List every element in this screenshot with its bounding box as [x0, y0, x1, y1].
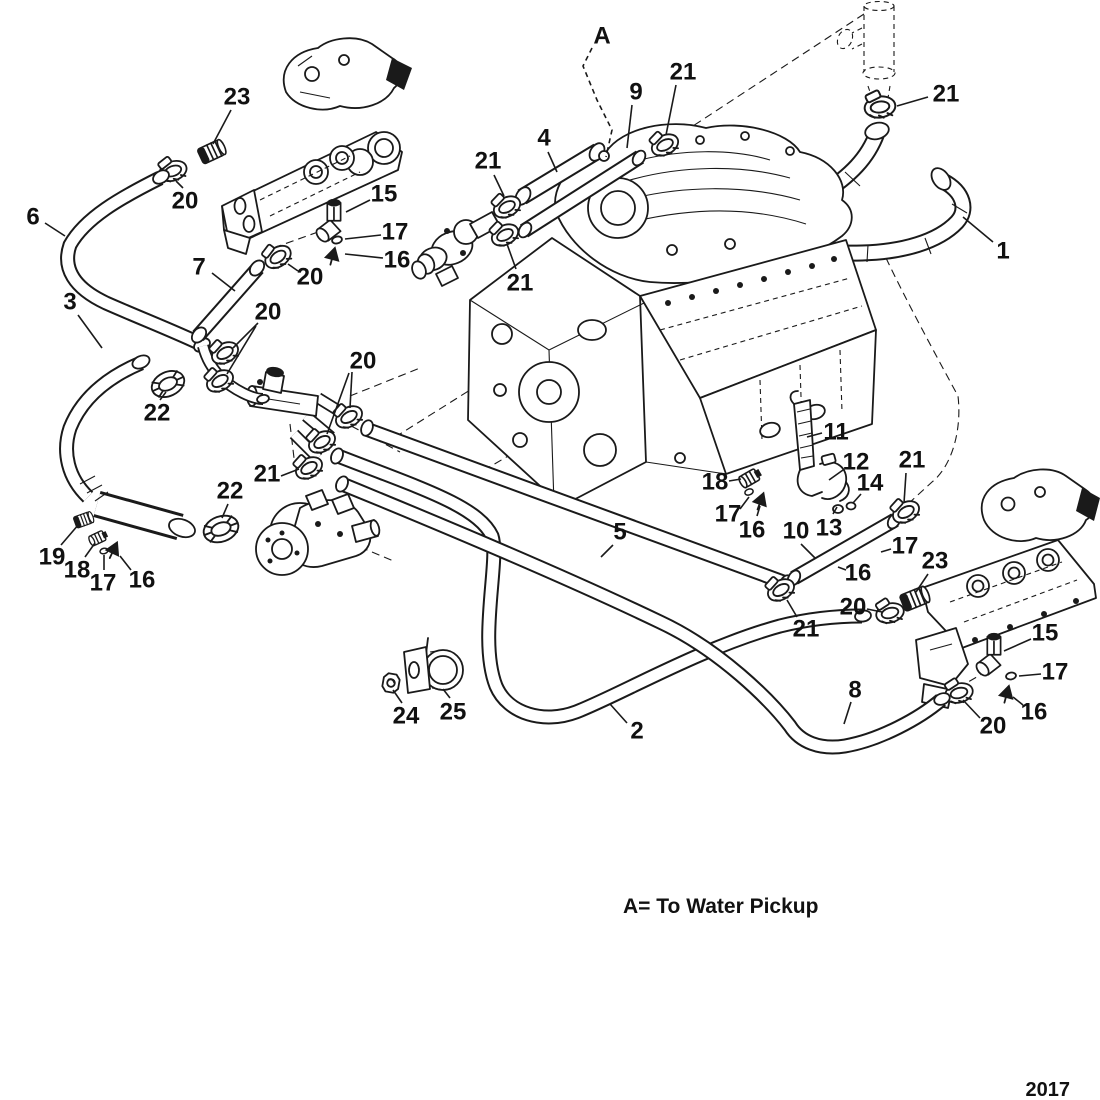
callout-18: 18 [701, 468, 729, 496]
leader-line-18 [85, 543, 95, 557]
callout-21: 21 [669, 58, 697, 86]
callout-17: 17 [381, 218, 409, 246]
callout-17: 17 [89, 569, 117, 597]
callout-10: 10 [782, 517, 810, 545]
callout-20: 20 [349, 347, 377, 375]
leader-line-15 [346, 200, 370, 212]
callout-17: 17 [714, 500, 742, 528]
leader-line-17 [881, 549, 891, 552]
note-water-pickup: A= To Water Pickup [623, 895, 819, 918]
callout-21: 21 [253, 460, 281, 488]
hose-clamp-22-hose3 [148, 366, 189, 402]
callout-21: 21 [898, 446, 926, 474]
callout-2: 2 [630, 717, 644, 745]
callout-23: 23 [921, 547, 949, 575]
callout-15: 15 [370, 180, 398, 208]
water-pump [256, 490, 381, 575]
thermostat-housing [410, 212, 500, 286]
callout-17: 17 [891, 532, 919, 560]
callout-23: 23 [223, 83, 251, 111]
water-pickup-fitting-dashed [834, 2, 895, 99]
callout-21: 21 [932, 80, 960, 108]
callout-17: 17 [1041, 658, 1069, 686]
leader-line-1 [963, 217, 993, 242]
callout-21: 21 [792, 615, 820, 643]
callout-20: 20 [979, 712, 1007, 740]
leader-line-20 [963, 700, 980, 718]
leader-line-17 [345, 235, 381, 239]
callout-8: 8 [848, 676, 862, 704]
oring-17-right-engine [744, 488, 754, 496]
leader-line-21 [904, 473, 906, 503]
engine-block [468, 124, 876, 506]
callout-20: 20 [171, 187, 199, 215]
callout-9: 9 [629, 78, 643, 106]
callout-16: 16 [844, 559, 872, 587]
leader-line-5 [601, 545, 613, 557]
callout-15: 15 [1031, 619, 1059, 647]
leader-line-24 [393, 690, 402, 703]
leader-line-10 [801, 544, 815, 558]
callout-21: 21 [506, 269, 534, 297]
callout-14: 14 [856, 469, 884, 497]
leader-line-7 [212, 273, 235, 291]
callout-19: 19 [38, 543, 66, 571]
p-clamp-25 [404, 638, 463, 693]
drain-plug-23-left [197, 138, 228, 164]
leader-line-20 [350, 372, 352, 408]
callout-1: 1 [996, 237, 1010, 265]
nut-24 [382, 673, 401, 694]
leader-line-21 [897, 97, 928, 106]
plug-19 [73, 511, 95, 528]
page-number: 2017 [1025, 1079, 1070, 1100]
fitting-18-right [737, 467, 763, 489]
leader-line-19 [61, 524, 79, 545]
oring-17-right [1005, 672, 1016, 680]
callout-13: 13 [815, 514, 843, 542]
leader-line-21 [787, 600, 797, 617]
callout-16: 16 [128, 566, 156, 594]
callout-22: 22 [216, 477, 244, 505]
leader-line-2 [610, 704, 627, 723]
callout-12: 12 [842, 448, 870, 476]
callout-20: 20 [296, 263, 324, 291]
drain-cone-16-right [997, 682, 1017, 704]
callout-20: 20 [839, 593, 867, 621]
leader-line-21 [507, 244, 516, 269]
callout-16: 16 [738, 516, 766, 544]
leader-line-A [583, 48, 612, 157]
callout-24: 24 [392, 702, 420, 730]
leader-line-6 [45, 223, 65, 236]
callout-22: 22 [143, 399, 171, 427]
callout-7: 7 [192, 253, 206, 281]
callout-18: 18 [63, 556, 91, 584]
callout-21: 21 [474, 147, 502, 175]
leader-line-16 [345, 254, 383, 258]
fitting-18-left [88, 529, 109, 546]
callout-5: 5 [613, 518, 627, 546]
leader-line-21 [494, 175, 504, 196]
callout-4: 4 [537, 124, 551, 152]
callout-3: 3 [63, 288, 77, 316]
callout-16: 16 [383, 246, 411, 274]
callout-20: 20 [254, 298, 282, 326]
leader-line-15 [1004, 639, 1031, 651]
drain-cone-16-left-manifold [323, 244, 343, 266]
leader-line-17 [1019, 674, 1041, 676]
leader-line-23 [213, 110, 231, 144]
callout-11: 11 [823, 418, 849, 446]
callout-A: A [593, 22, 611, 50]
callout-6: 6 [26, 203, 40, 231]
leader-line-3 [78, 315, 102, 348]
right-exhaust-manifold-assembly [916, 469, 1100, 708]
callout-25: 25 [439, 698, 467, 726]
washer-14 [847, 503, 856, 510]
leader-line-12 [829, 470, 843, 480]
hose-clamp-21-pickup [862, 88, 896, 120]
callout-16: 16 [1020, 698, 1048, 726]
leader-line-8 [844, 702, 851, 724]
hose-clamp-22-water-pump [200, 511, 242, 547]
